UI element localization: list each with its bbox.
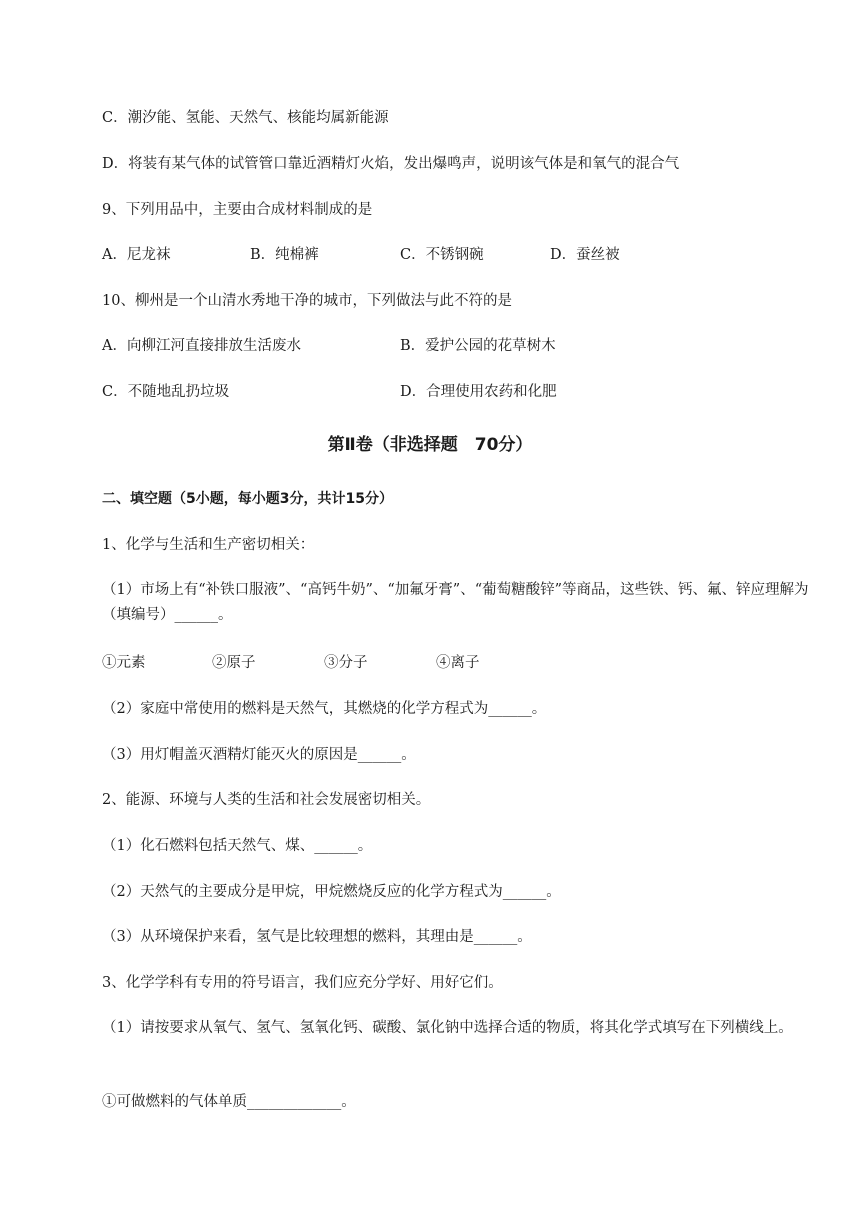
fq1-sub1: （1）市场上有“补铁口服液”、“高钙牛奶”、“加氟牙膏”、“葡萄糖酸锌”等商品，这些铁、钙、氟、锌应理解为（填编号）______。 [102, 582, 809, 623]
q9-option-a: A．尼龙袜 [102, 247, 171, 263]
q10-option-a: A．向柳江河直接排放生活废水 [102, 338, 301, 354]
fq2-stem: 2、能源、环境与人类的生活和社会发展密切相关。 [102, 792, 431, 808]
q10-stem: 10、柳州是一个山清水秀地干净的城市，下列做法与此不符的是 [102, 293, 512, 309]
fq1-choice-2: ②原子 [212, 655, 256, 671]
q9-option-d: D．蚕丝被 [550, 247, 620, 263]
q10-option-c: C．不随地乱扔垃圾 [102, 384, 230, 400]
q9-option-c: C．不锈钢碗 [400, 247, 484, 263]
fq3-item1: ①可做燃料的气体单质_____________。 [102, 1094, 356, 1110]
fq1-stem: 1、化学与生活和生产密切相关： [102, 537, 315, 553]
fq3-sub1: （1）请按要求从氧气、氢气、氢氧化钙、碳酸、氯化钠中选择合适的物质，将其化学式填写在下列横线上。 [102, 1020, 793, 1036]
fq2-sub3: （3）从环境保护来看，氢气是比较理想的燃料，其理由是______。 [102, 929, 532, 945]
q9-option-b: B．纯棉裤 [250, 247, 319, 263]
fq3-stem: 3、化学学科有专用的符号语言，我们应充分学好、用好它们。 [102, 975, 503, 991]
q10-option-b: B．爱护公园的花草树木 [400, 338, 556, 354]
q9-stem: 9、下列用品中，主要由合成材料制成的是 [102, 202, 373, 218]
fq1-sub2: （2）家庭中常使用的燃料是天然气，其燃烧的化学方程式为______。 [102, 701, 547, 717]
q10-option-d: D．合理使用农药和化肥 [400, 384, 557, 400]
fq1-choice-4: ④离子 [436, 655, 480, 671]
fq2-sub2: （2）天然气的主要成分是甲烷，甲烷燃烧反应的化学方程式为______。 [102, 884, 561, 900]
fq1-choice-3: ③分子 [324, 655, 368, 671]
q8-option-d: D．将装有某气体的试管管口靠近酒精灯火焰，发出爆鸣声，说明该气体是和氧气的混合气 [102, 156, 680, 172]
q8-option-c: C．潮汐能、氢能、天然气、核能均属新能源 [102, 110, 389, 126]
fq1-sub3: （3）用灯帽盖灭酒精灯能灭火的原因是______。 [102, 747, 416, 763]
part-heading: 二、填空题（5小题，每小题3分，共计15分） [102, 491, 393, 507]
fq1-choice-1: ①元素 [102, 655, 146, 671]
section-title: 第Ⅱ卷（非选择题 70分） [327, 435, 533, 455]
fq2-sub1: （1）化石燃料包括天然气、煤、______。 [102, 838, 373, 854]
